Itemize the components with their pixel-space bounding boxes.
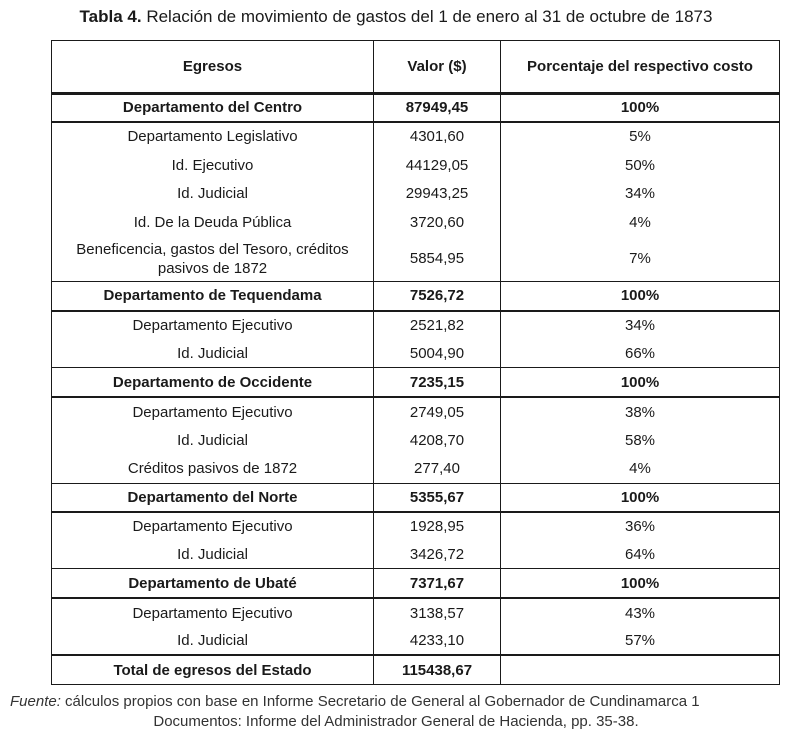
- source-line-2: Documentos: Informe del Administrador General de Hacienda, pp. 35-38.: [153, 713, 639, 730]
- valor-cell: 5355,67: [374, 483, 501, 511]
- porcentaje-cell: 34%: [501, 180, 780, 208]
- table-row: [52, 340, 780, 368]
- egreso-cell: Id. Judicial: [52, 627, 374, 655]
- valor-cell: 4233,10: [374, 627, 501, 655]
- egreso-cell: Id. Judicial: [52, 541, 374, 569]
- porcentaje-cell: 5%: [501, 122, 780, 151]
- porcentaje-cell: 100%: [501, 483, 780, 511]
- porcentaje-cell: 4%: [501, 208, 780, 236]
- valor-cell: 4301,60: [374, 122, 501, 151]
- valor-cell: 3720,60: [374, 208, 501, 236]
- valor-cell: 5004,90: [374, 340, 501, 368]
- table-row: [52, 311, 780, 340]
- egreso-cell: Departamento de Tequendama: [52, 281, 374, 310]
- porcentaje-cell: 4%: [501, 454, 780, 483]
- table-row: [52, 180, 780, 208]
- egreso-cell: Departamento Ejecutivo: [52, 512, 374, 541]
- header-valor: Valor ($): [374, 41, 501, 94]
- valor-cell: 3426,72: [374, 541, 501, 569]
- egreso-cell: Créditos pasivos de 1872: [52, 454, 374, 483]
- caption-label: Tabla 4.: [79, 7, 142, 26]
- table-row: [52, 426, 780, 454]
- valor-cell: 7526,72: [374, 281, 501, 310]
- porcentaje-cell: 7%: [501, 236, 780, 281]
- table-row: [52, 541, 780, 569]
- department-row: [52, 483, 780, 511]
- egreso-cell: Departamento Ejecutivo: [52, 311, 374, 340]
- department-row: [52, 94, 780, 122]
- table-row: [52, 454, 780, 483]
- porcentaje-cell: 34%: [501, 311, 780, 340]
- egreso-cell: Beneficencia, gastos del Tesoro, créditos pasivos de 1872: [52, 236, 374, 281]
- table-row: [52, 151, 780, 180]
- valor-cell: 1928,95: [374, 512, 501, 541]
- porcentaje-cell: 100%: [501, 281, 780, 310]
- table-row: [52, 512, 780, 541]
- valor-cell: 4208,70: [374, 426, 501, 454]
- valor-cell: 87949,45: [374, 94, 501, 122]
- table-header-row: [52, 41, 780, 94]
- total-label-cell: Total de egresos del Estado: [52, 655, 374, 684]
- valor-cell: 277,40: [374, 454, 501, 483]
- department-row: [52, 569, 780, 598]
- valor-cell: 7371,67: [374, 569, 501, 598]
- egreso-cell: Departamento del Norte: [52, 483, 374, 511]
- egreso-cell: Id. Judicial: [52, 180, 374, 208]
- valor-cell: 5854,95: [374, 236, 501, 281]
- caption-text: Relación de movimiento de gastos del 1 de enero al 31 de octubre de 1873: [146, 7, 713, 26]
- egreso-cell: Departamento Legislativo: [52, 122, 374, 151]
- table-row: [52, 236, 780, 281]
- department-row: [52, 368, 780, 397]
- table-row: [52, 627, 780, 655]
- total-value-cell: 115438,67: [374, 655, 501, 684]
- table-row: [52, 122, 780, 151]
- total-row: [52, 655, 780, 684]
- header-egresos: Egresos: [52, 41, 374, 94]
- expenses-table: [51, 40, 780, 685]
- porcentaje-cell: 36%: [501, 512, 780, 541]
- department-row: [52, 281, 780, 310]
- valor-cell: 3138,57: [374, 598, 501, 627]
- egreso-cell: Id. Ejecutivo: [52, 151, 374, 180]
- porcentaje-cell: 43%: [501, 598, 780, 627]
- egreso-cell: Id. De la Deuda Pública: [52, 208, 374, 236]
- source-label: Fuente:: [10, 693, 61, 710]
- table-row: [52, 598, 780, 627]
- egreso-cell: Departamento de Ubaté: [52, 569, 374, 598]
- porcentaje-cell: 50%: [501, 151, 780, 180]
- porcentaje-cell: 66%: [501, 340, 780, 368]
- porcentaje-cell: 64%: [501, 541, 780, 569]
- source-line-1: [10, 692, 700, 712]
- egreso-cell: Id. Judicial: [52, 426, 374, 454]
- egreso-cell: Departamento Ejecutivo: [52, 598, 374, 627]
- valor-cell: 7235,15: [374, 368, 501, 397]
- porcentaje-cell: 100%: [501, 368, 780, 397]
- porcentaje-cell: 58%: [501, 426, 780, 454]
- egreso-cell: Departamento del Centro: [52, 94, 374, 122]
- porcentaje-cell: 38%: [501, 397, 780, 426]
- table-caption: [0, 5, 792, 29]
- source-text-1: cálculos propios con base en Informe Secretario de General al Gobernador de Cundinamarca 1: [65, 693, 700, 710]
- porcentaje-cell: 100%: [501, 569, 780, 598]
- egreso-cell: Departamento Ejecutivo: [52, 397, 374, 426]
- porcentaje-cell: 100%: [501, 94, 780, 122]
- header-porcentaje: Porcentaje del respectivo costo: [501, 41, 780, 94]
- valor-cell: 44129,05: [374, 151, 501, 180]
- egreso-cell: Id. Judicial: [52, 340, 374, 368]
- valor-cell: 29943,25: [374, 180, 501, 208]
- total-empty-cell: [501, 655, 780, 684]
- valor-cell: 2521,82: [374, 311, 501, 340]
- table-row: [52, 208, 780, 236]
- porcentaje-cell: 57%: [501, 627, 780, 655]
- valor-cell: 2749,05: [374, 397, 501, 426]
- egreso-cell: Departamento de Occidente: [52, 368, 374, 397]
- table-body: [52, 94, 780, 685]
- table-row: [52, 397, 780, 426]
